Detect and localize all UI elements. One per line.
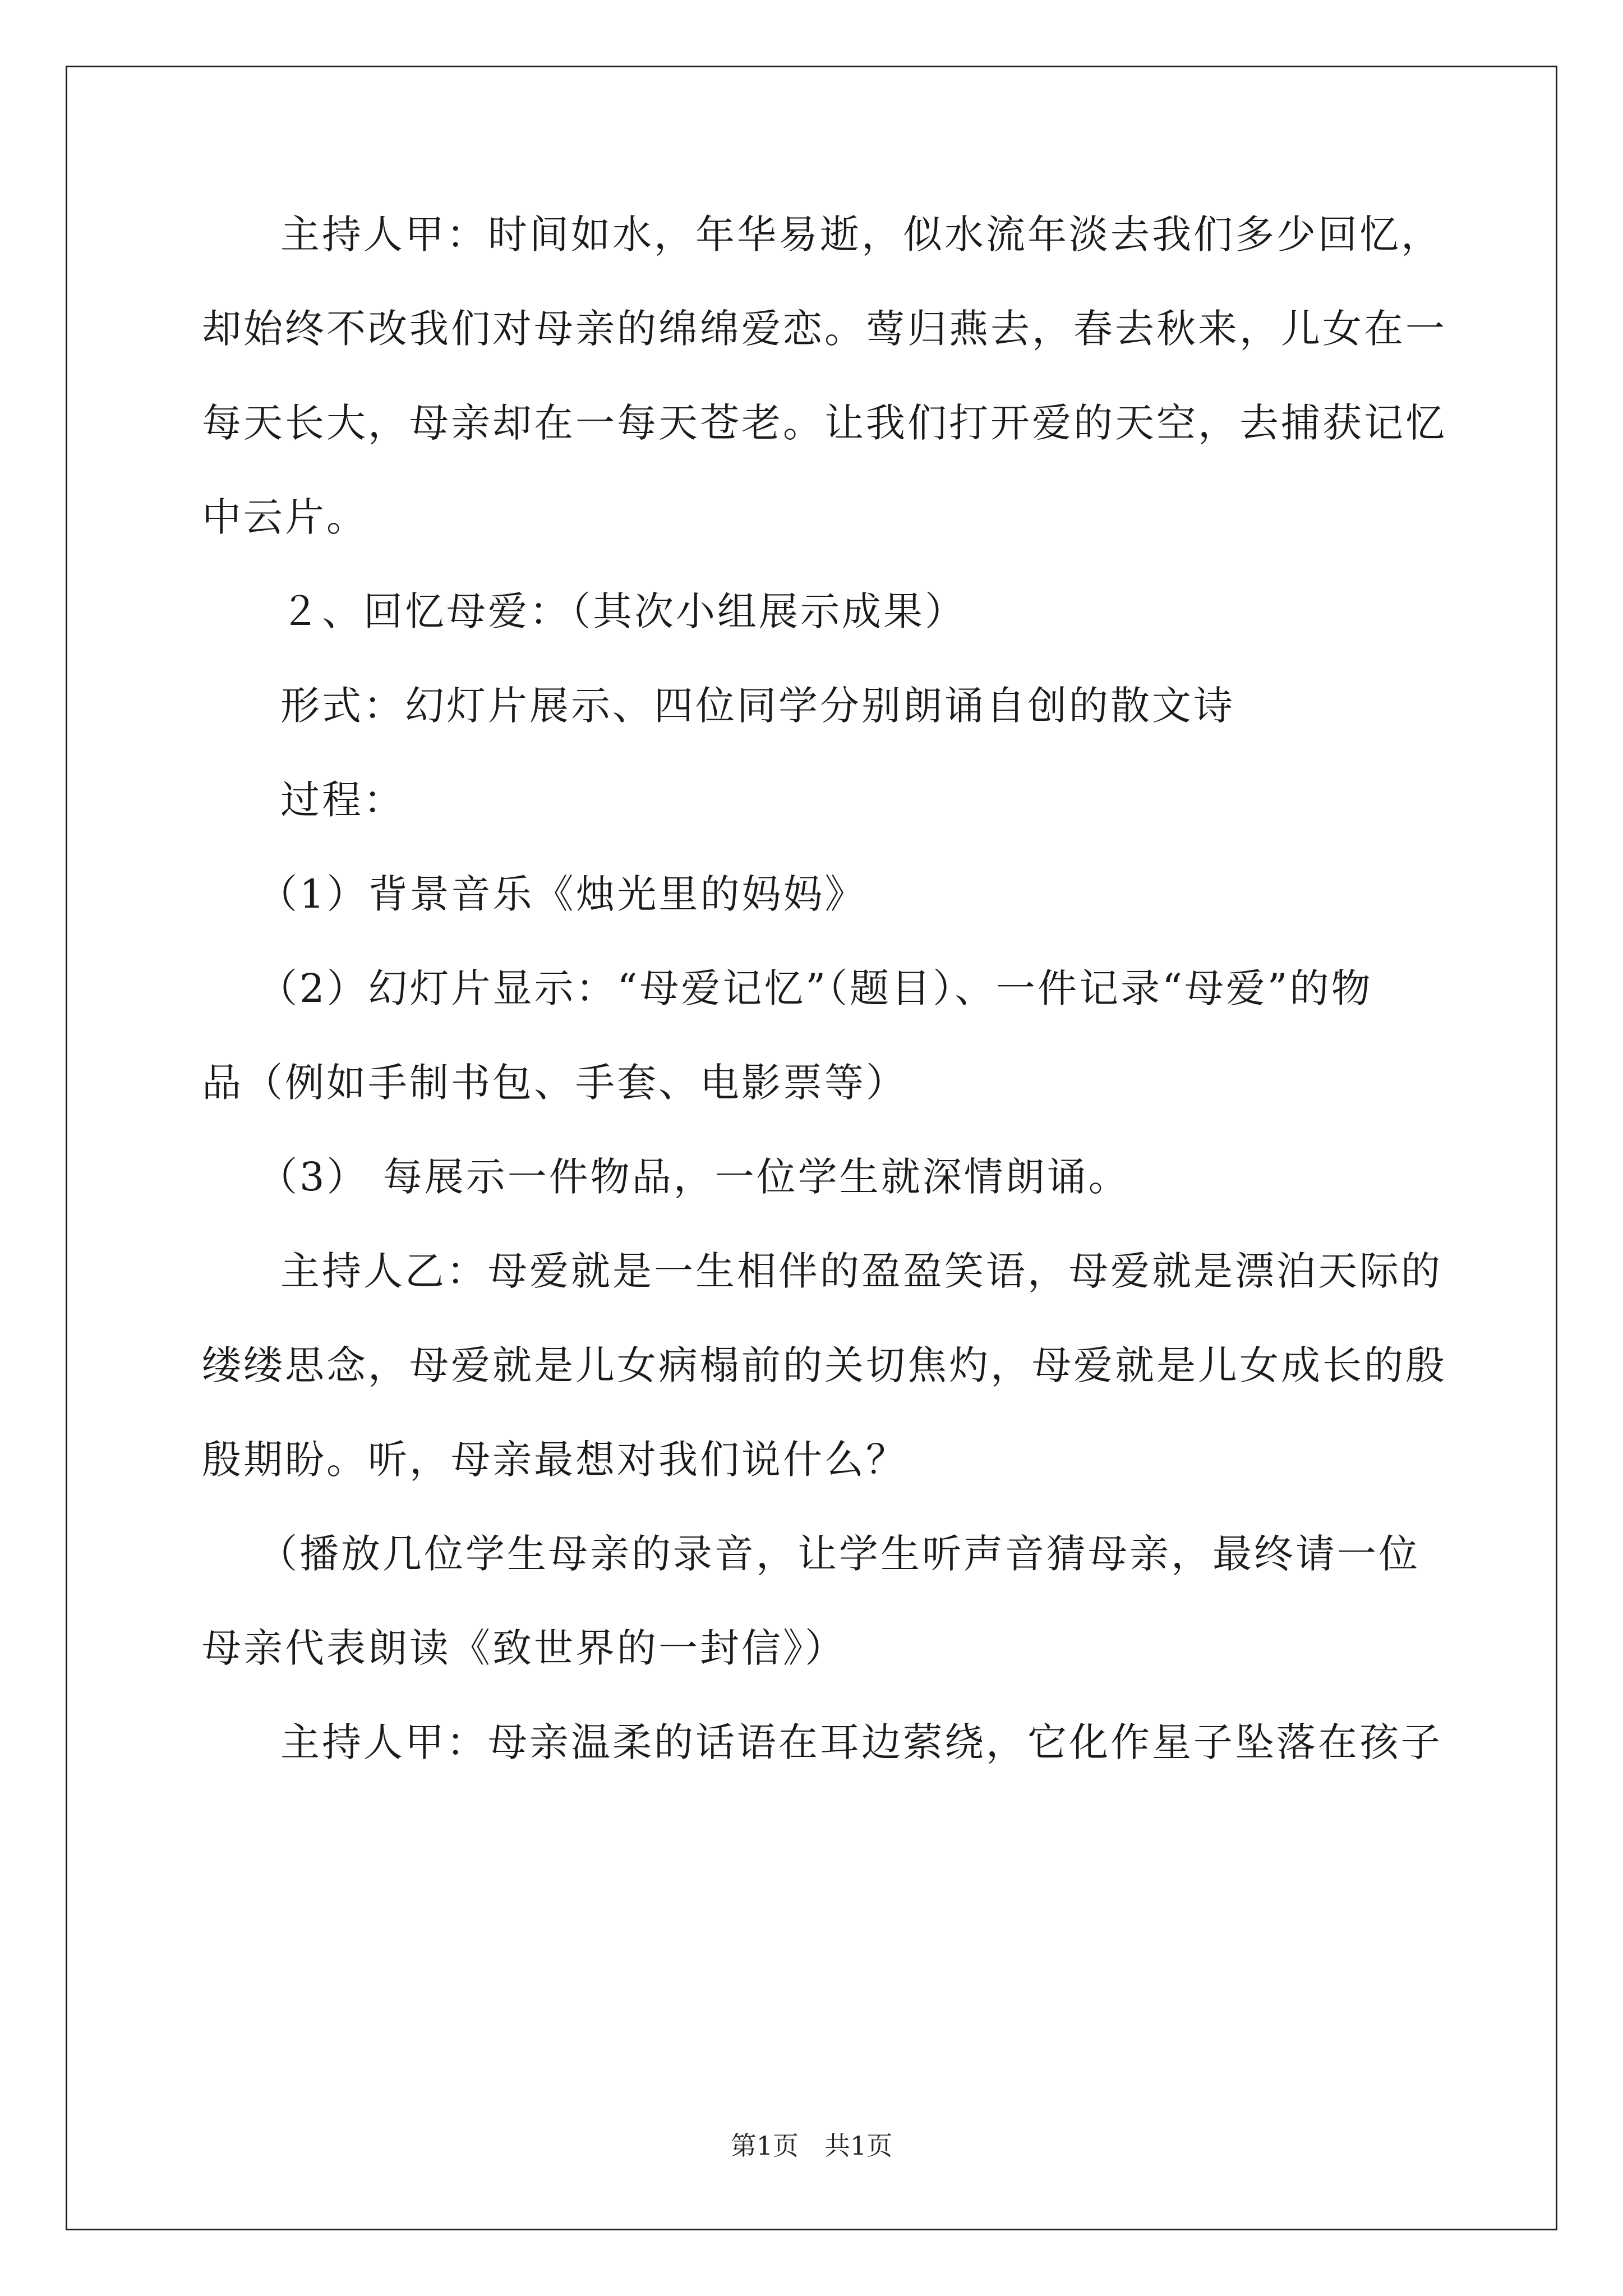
page-footer: 第1页 共1页 [730, 2131, 893, 2161]
text-line-12: 主持人乙：母爱就是一生相伴的盈盈笑语，母爱就是漂泊天际的 [280, 1248, 1442, 1294]
text-line-14: 殷期盼。听，母亲最想对我们说什么？ [202, 1437, 907, 1483]
text-line-10: 品（例如手制书包、手套、电影票等） [202, 1060, 907, 1106]
text-line-5: ２、回忆母爱：（其次小组展示成果） [280, 588, 966, 634]
text-line-9: （2）幻灯片显示：“母爱记忆”（题目）、一件记录“母爱”的物 [258, 965, 1373, 1011]
text-line-1: 主持人甲：时间如水，年华易逝，似水流年淡去我们多少回忆， [280, 211, 1442, 257]
text-line-11: （3） 每展示一件物品，一位学生就深情朗诵。 [258, 1154, 1130, 1200]
text-line-3: 每天长大，母亲却在一每天苍老。让我们打开爱的天空，去捕获记忆 [202, 400, 1447, 446]
text-line-7: 过程： [280, 777, 405, 823]
text-line-6: 形式：幻灯片展示、四位同学分别朗诵自创的散文诗 [280, 683, 1235, 729]
text-line-16: 母亲代表朗读《致世界的一封信》） [202, 1625, 846, 1671]
text-line-8: （1）背景音乐《烛光里的妈妈》 [258, 871, 866, 917]
text-line-2: 却始终不改我们对母亲的绵绵爱恋。莺归燕去，春去秋来，儿女在一 [202, 306, 1447, 352]
text-line-13: 缕缕思念，母爱就是儿女病榻前的关切焦灼，母爱就是儿女成长的殷 [202, 1342, 1447, 1388]
text-line-4: 中云片。 [202, 494, 368, 540]
page-frame [66, 66, 1557, 2230]
text-line-17: 主持人甲：母亲温柔的话语在耳边萦绕，它化作星子坠落在孩子 [280, 1719, 1442, 1765]
text-line-15: （播放几位学生母亲的录音，让学生听声音猜母亲，最终请一位 [258, 1531, 1420, 1577]
